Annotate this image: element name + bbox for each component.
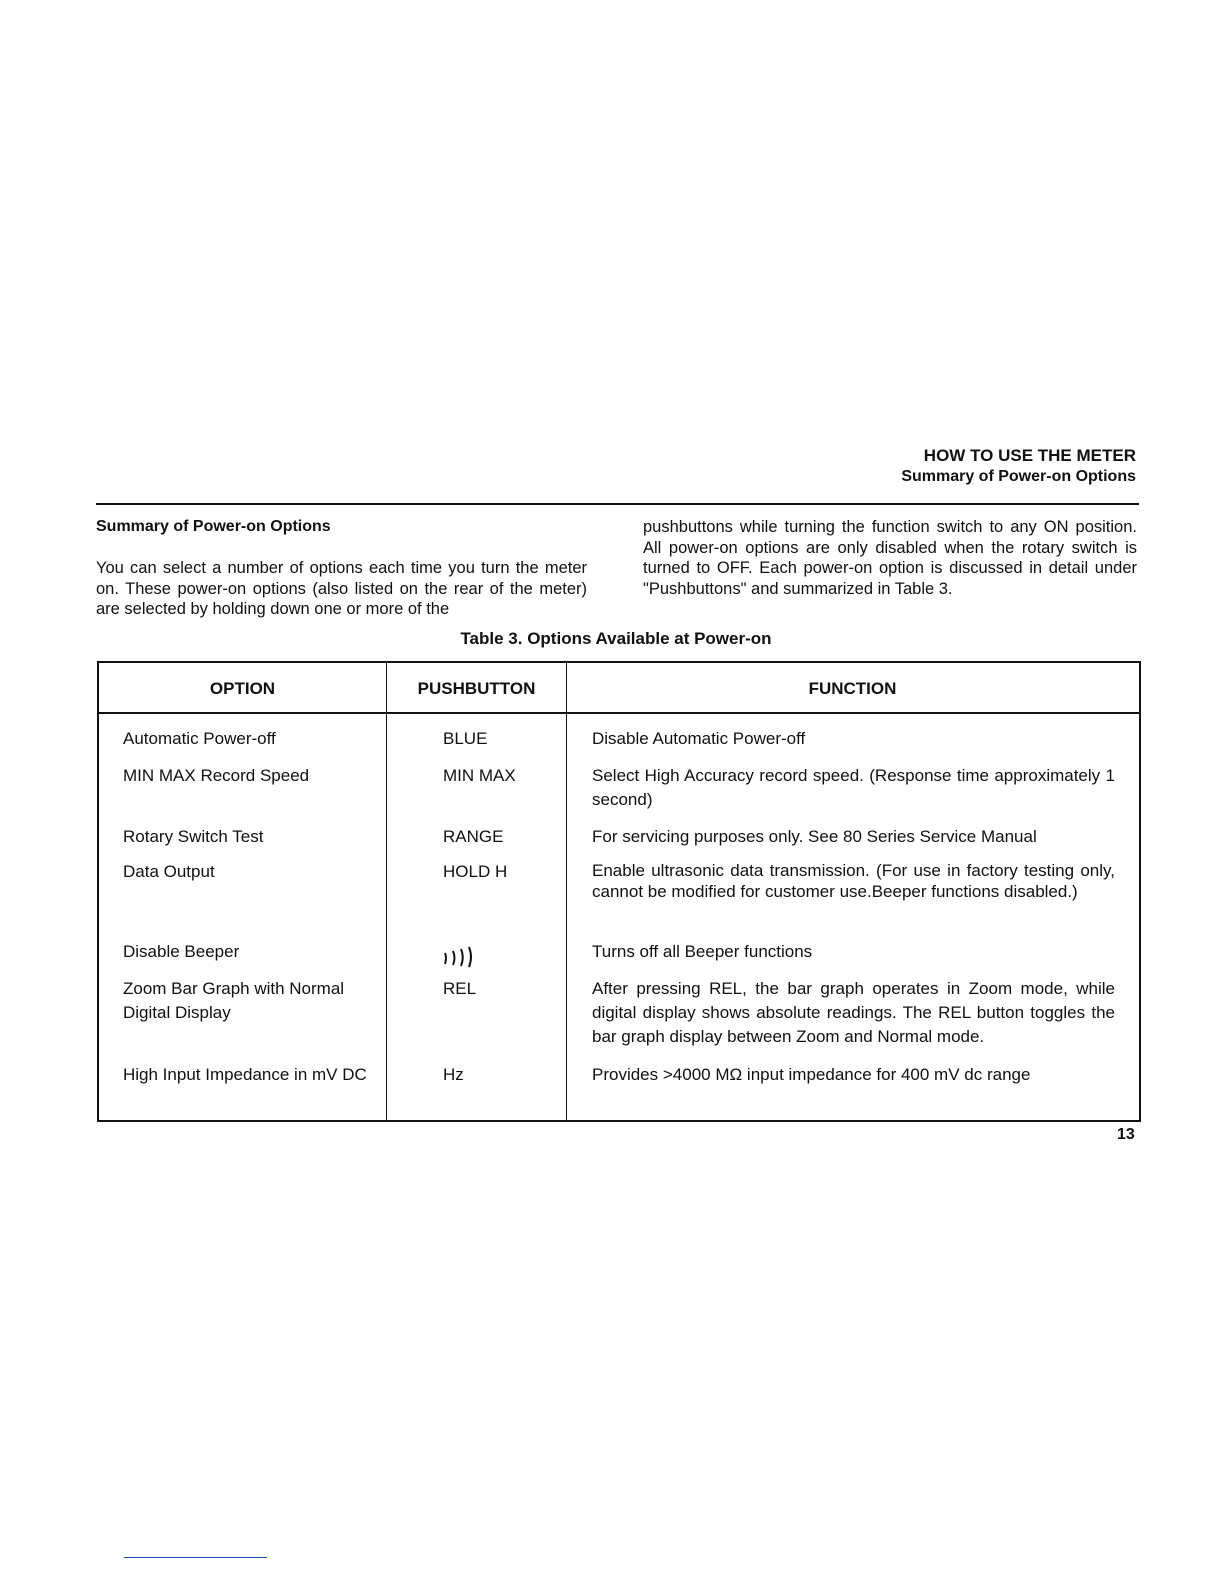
intro-paragraph-right: pushbuttons while turning the function switch to any ON position. All power-on options are only disabled when the rotary switch is turned to OFF. Each power-on option is discussed in detail under "Pushbuttons" and summarized in Table 3. [643,518,1137,598]
table-cell-function: For servicing purposes only. See 80 Series Service Manual [592,827,1037,846]
table-cell-pushbutton: RANGE [443,827,504,846]
table-cell-pushbutton: MIN MAX [443,766,516,785]
column-header-function: FUNCTION [808,679,897,698]
table-cell-pushbutton: BLUE [443,729,488,748]
table-caption: Table 3. Options Available at Power-on [460,629,772,648]
beeper-icon [443,943,563,969]
table-cell-function: Enable ultrasonic data transmission. (For use in factory testing only, cannot be modified for customer use.Beeper functions disabled.) [592,861,1115,901]
table-cell-function: Disable Automatic Power-off [592,729,806,748]
running-header-subtitle: Summary of Power-on Options [901,468,1136,485]
column-divider [566,661,567,1120]
column-divider [386,661,387,1120]
table-cell-function: Select High Accuracy record speed. (Response time approximately 1 second) [592,766,1115,809]
table-cell-option: Rotary Switch Test [123,827,264,846]
table-cell-option: Automatic Power-off [123,729,276,748]
intro-paragraph-left: You can select a number of options each time you turn the meter on. These power-on options (also listed on the rear of the meter) are selected by holding down one or more of the [96,559,587,618]
header-rule [96,503,1139,505]
footer-rule [124,1557,267,1558]
header-divider [97,712,1139,714]
table-cell-function: After pressing REL, the bar graph operates in Zoom mode, while digital display shows absolute readings. The REL button toggles the bar graph display between Zoom and Normal mode. [592,979,1115,1046]
column-header-pushbutton: PUSHBUTTON [417,679,536,698]
page-number: 13 [1117,1126,1135,1143]
column-header-option: OPTION [209,679,276,698]
table-cell-option: Data Output [123,862,215,881]
section-title: Summary of Power-on Options [96,518,331,535]
table-cell-function: Provides >4000 MΩ input impedance for 400 mV dc range [592,1065,1031,1084]
table-cell-function: Turns off all Beeper functions [592,942,813,961]
table-cell-option: MIN MAX Record Speed [123,766,310,785]
table-cell-pushbutton: HOLD H [443,862,508,881]
table-cell-option: High Input Impedance in mV DC [123,1065,367,1084]
running-header-title: HOW TO USE THE METER [923,446,1136,465]
table-cell-pushbutton: Hz [443,1065,464,1084]
table-cell-pushbutton: REL [443,979,477,998]
table-cell-option: Zoom Bar Graph with Normal Digital Display [123,979,345,1022]
table-cell-option: Disable Beeper [123,942,240,961]
